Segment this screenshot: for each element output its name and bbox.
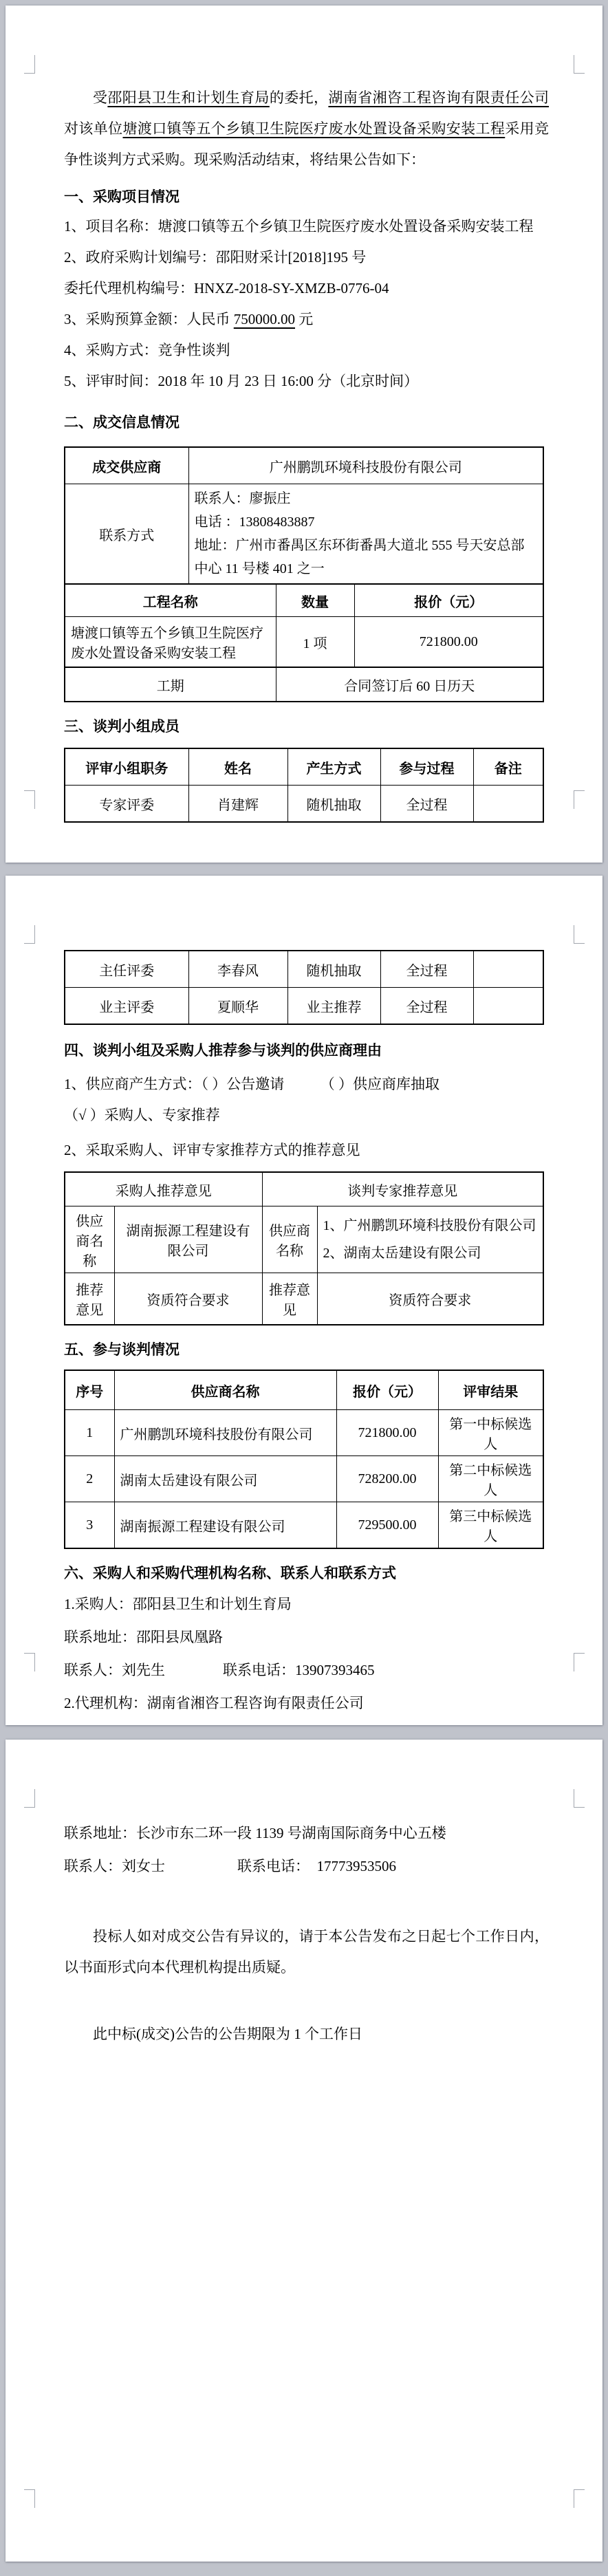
selection-cell: 业主推荐	[287, 988, 380, 1025]
supplier-name-label: 供应商名称	[65, 1206, 114, 1273]
col-header: 产生方式	[287, 748, 380, 786]
supplier-label-cell: 成交供应商	[65, 447, 188, 484]
role-cell: 业主评委	[65, 988, 188, 1025]
opinion-label: 推荐意见	[262, 1273, 317, 1325]
contact-address: 地址：广州市番禺区东环街番禺大道北 555 号天安总部中心 11 号楼 401 之一	[194, 538, 525, 576]
result-cell: 第三中标候选人	[438, 1502, 543, 1549]
paragraph-intro	[64, 83, 549, 175]
section-heading-1: 一、采购项目情况	[64, 188, 180, 205]
rank-cell: 1	[65, 1410, 114, 1456]
budget-amount-underlined: 750000.00	[233, 311, 295, 327]
rank-cell: 3	[65, 1502, 114, 1549]
margin-crop-mark	[574, 55, 585, 74]
col-header: 谈判专家推荐意见	[262, 1172, 543, 1206]
table-row	[65, 617, 543, 668]
remark-cell	[473, 951, 543, 988]
table-row	[65, 1410, 543, 1456]
price-cell: 729500.00	[336, 1502, 438, 1549]
recommended-supplier-1: 1、广州鹏凯环境科技股份有限公司	[323, 1218, 536, 1233]
deal-project-table	[64, 583, 544, 668]
table-row	[65, 988, 543, 1025]
margin-crop-mark	[24, 1789, 35, 1808]
table-row	[65, 1370, 543, 1410]
duration-label-cell: 工期	[65, 667, 276, 702]
item-project-name: 1、项目名称：塘渡口镇等五个乡镇卫生院医疗废水处置设备采购安装工程	[64, 218, 534, 235]
selection-cell: 随机抽取	[287, 786, 380, 823]
agency-name-underlined: 湖南省湘咨工程咨询有限责任公司	[328, 89, 550, 106]
margin-crop-mark	[574, 925, 585, 944]
table-row	[65, 1206, 543, 1273]
remark-cell	[473, 988, 543, 1025]
selection-cell: 随机抽取	[287, 951, 380, 988]
deal-duration-table	[64, 667, 544, 702]
agency-contact: 联系人：刘女士 联系电话： 17773953506	[64, 1858, 396, 1874]
agency-address: 联系地址：长沙市东二环一段 1139 号湖南国际商务中心五楼	[64, 1825, 446, 1841]
participation-cell: 全过程	[380, 786, 473, 823]
purchaser-contact: 联系人：刘先生 联系电话：13907393465	[64, 1662, 375, 1678]
table-row	[65, 447, 543, 484]
col-header: 备注	[473, 748, 543, 786]
supplier-cell: 湖南太岳建设有限公司	[114, 1456, 336, 1502]
name-cell: 夏顺华	[188, 988, 287, 1025]
table-row	[65, 951, 543, 988]
role-cell: 主任评委	[65, 951, 188, 988]
document-page-1[interactable]	[6, 6, 602, 863]
section-heading-3: 三、谈判小组成员	[64, 718, 180, 735]
margin-crop-mark	[24, 2489, 35, 2508]
table-row	[65, 1273, 543, 1325]
col-header: 报价（元）	[354, 584, 543, 617]
project-name-underlined: 塘渡口镇等五个乡镇卫生院医疗废水处置设备采购安装工程	[122, 120, 506, 137]
section-heading-6: 六、采购人和采购代理机构名称、联系人和联系方式	[64, 1565, 396, 1581]
intro-text: 对该单位	[64, 120, 123, 137]
purchaser-address: 联系地址：邵阳县凤凰路	[64, 1629, 223, 1645]
price-cell: 721800.00	[336, 1410, 438, 1456]
table-row	[65, 1172, 543, 1206]
margin-crop-mark	[24, 55, 35, 74]
col-header: 序号	[65, 1370, 114, 1410]
supplier-name-cell: 广州鹏凯环境科技股份有限公司	[188, 447, 543, 484]
contact-info-cell	[188, 484, 543, 585]
intro-text: 采用竞争性谈判方式采购。现采购活动结束，将结果公告如下：	[64, 120, 549, 168]
project-name-cell: 塘渡口镇等五个乡镇卫生院医疗废水处置设备采购安装工程	[65, 617, 276, 668]
table-row	[65, 1502, 543, 1549]
price-cell: 721800.00	[354, 617, 543, 668]
agency-line: 2.代理机构：湖南省湘咨工程咨询有限责任公司	[64, 1695, 364, 1711]
deal-info-table	[64, 446, 544, 585]
item-method: 4、采购方式：竞争性谈判	[64, 342, 230, 358]
item-review-time: 5、评审时间：2018 年 10 月 23 日 16:00 分（北京时间）	[64, 373, 419, 389]
supplier-cell: 湖南振源工程建设有限公司	[114, 1502, 336, 1549]
name-cell: 肖建辉	[188, 786, 287, 823]
recommended-suppliers-cell	[317, 1206, 543, 1273]
table-row	[65, 786, 543, 823]
supplier-name-label: 供应商名称	[262, 1206, 317, 1273]
participation-cell: 全过程	[380, 988, 473, 1025]
recommended-supplier-2: 2、湖南太岳建设有限公司	[323, 1246, 481, 1261]
col-header: 供应商名称	[114, 1370, 336, 1410]
col-header: 工程名称	[65, 584, 276, 617]
document-page-3[interactable]	[6, 1740, 602, 2562]
name-cell: 李春风	[188, 951, 287, 988]
col-header: 报价（元）	[336, 1370, 438, 1410]
supplier-source-options: 1、供应商产生方式：（ ）公告邀请 （ ）供应商库抽取	[64, 1076, 439, 1092]
intro-text: 的委托，	[269, 89, 329, 106]
recommendation-caption: 2、采取采购人、评审专家推荐方式的推荐意见	[64, 1142, 360, 1158]
purchaser-name-underlined: 邵阳县卫生和计划生育局	[107, 89, 270, 106]
panel-members-table	[64, 748, 544, 823]
quantity-cell: 1 项	[276, 617, 354, 668]
purchaser-line: 1.采购人：邵阳县卫生和计划生育局	[64, 1596, 292, 1612]
remark-cell	[473, 786, 543, 823]
price-cell: 728200.00	[336, 1456, 438, 1502]
announcement-period: 此中标(成交)公告的公告期限为 1 个工作日	[93, 2026, 362, 2042]
contact-person: 联系人：廖振庄	[194, 491, 291, 506]
item-plan-number: 2、政府采购计划编号：邵阳财采计[2018]195 号	[64, 249, 367, 266]
recommendation-table	[64, 1171, 544, 1325]
result-cell: 第一中标候选人	[438, 1410, 543, 1456]
col-header: 评审结果	[438, 1370, 543, 1410]
objection-notice: 投标人如对成交公告有异议的，请于本公告发布之日起七个工作日内，以书面形式向本代理机构提出质疑。	[64, 1928, 549, 1976]
margin-crop-mark	[574, 790, 585, 809]
table-row	[65, 667, 543, 702]
item-agency-number: 委托代理机构编号：HNXZ-2018-SY-XMZB-0776-04	[64, 280, 389, 296]
col-header: 数量	[276, 584, 354, 617]
table-row	[65, 748, 543, 786]
item-budget: 3、采购预算金额：人民币 750000.00 元	[64, 311, 314, 327]
intro-text: 受	[93, 89, 108, 106]
col-header: 采购人推荐意见	[65, 1172, 262, 1206]
section-heading-2: 二、成交信息情况	[64, 414, 180, 431]
duration-value-cell: 合同签订后 60 日历天	[276, 667, 543, 702]
supplier-cell: 广州鹏凯环境科技股份有限公司	[114, 1410, 336, 1456]
supplier-source-checked: （√ ）采购人、专家推荐	[64, 1107, 220, 1123]
margin-crop-mark	[574, 1653, 585, 1671]
result-cell: 第二中标候选人	[438, 1456, 543, 1502]
margin-crop-mark	[574, 1789, 585, 1808]
col-header: 评审小组职务	[65, 748, 188, 786]
contact-phone: 电话 ：13808483887	[194, 515, 315, 530]
col-header: 姓名	[188, 748, 287, 786]
participation-cell: 全过程	[380, 951, 473, 988]
role-cell: 专家评委	[65, 786, 188, 823]
table-row	[65, 584, 543, 617]
table-row	[65, 1456, 543, 1502]
recommended-supplier-cell: 湖南振源工程建设有限公司	[114, 1206, 262, 1273]
opinion-value: 资质符合要求	[114, 1273, 262, 1325]
table-row	[65, 484, 543, 585]
opinion-value: 资质符合要求	[317, 1273, 543, 1325]
panel-members-table-continued	[64, 950, 544, 1025]
margin-crop-mark	[24, 790, 35, 809]
document-page-2[interactable]	[6, 876, 602, 1725]
rank-cell: 2	[65, 1456, 114, 1502]
section-heading-5: 五、参与谈判情况	[64, 1341, 180, 1358]
margin-crop-mark	[574, 2489, 585, 2508]
contact-label-cell: 联系方式	[65, 484, 188, 585]
opinion-label: 推荐意见	[65, 1273, 114, 1325]
margin-crop-mark	[24, 925, 35, 944]
margin-crop-mark	[24, 1653, 35, 1671]
negotiation-result-table	[64, 1370, 544, 1549]
section-heading-4: 四、谈判小组及采购人推荐参与谈判的供应商理由	[64, 1042, 382, 1059]
col-header: 参与过程	[380, 748, 473, 786]
